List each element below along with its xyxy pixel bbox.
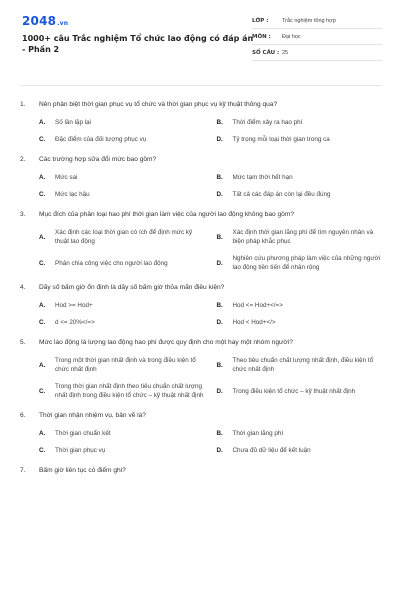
option-text: Thời điểm xảy ra hao phí bbox=[232, 119, 303, 126]
option-letter: B. bbox=[216, 430, 223, 437]
question-text: Mục đích của phân loại hao phí thời gian làm việc của người lao động không bao gồm? bbox=[39, 211, 294, 218]
question-text: Thời gian nhận nhiệm vụ, bản vẽ là? bbox=[39, 412, 146, 419]
meta-row-subject bbox=[252, 29, 382, 45]
option-text: Số lần lặp lại bbox=[55, 119, 92, 126]
option-letter: A. bbox=[39, 174, 46, 181]
option-d[interactable] bbox=[217, 190, 383, 199]
option-letter: A. bbox=[39, 233, 46, 241]
question-stem bbox=[20, 100, 382, 109]
option-a[interactable] bbox=[39, 301, 205, 310]
option-letter: A. bbox=[39, 302, 46, 309]
question-3 bbox=[20, 210, 382, 272]
meta-label: MÔN : bbox=[252, 33, 271, 40]
question-stem bbox=[20, 466, 382, 475]
option-letter: D. bbox=[216, 447, 223, 454]
option-a[interactable] bbox=[39, 118, 205, 127]
option-letter: A. bbox=[39, 430, 46, 437]
option-c[interactable] bbox=[39, 446, 205, 455]
question-stem bbox=[20, 155, 382, 164]
option-d[interactable] bbox=[217, 318, 383, 327]
option-b[interactable] bbox=[217, 429, 383, 438]
option-c[interactable] bbox=[39, 190, 205, 199]
option-text: Thời gian phục vụ bbox=[55, 447, 106, 454]
option-letter: B. bbox=[216, 361, 223, 369]
option-b[interactable] bbox=[217, 301, 383, 310]
question-7 bbox=[20, 466, 382, 475]
option-d[interactable] bbox=[217, 254, 383, 272]
option-text: Đặc điểm của đối tượng phục vụ bbox=[55, 136, 147, 143]
option-c[interactable] bbox=[39, 135, 205, 144]
option-letter: A. bbox=[39, 119, 46, 126]
question-4 bbox=[20, 283, 382, 327]
option-text: Phân chia công việc cho người lao động bbox=[55, 259, 168, 267]
option-a[interactable] bbox=[39, 356, 205, 374]
option-letter: D. bbox=[216, 136, 223, 143]
option-letter: C. bbox=[39, 191, 46, 198]
document-title: 1000+ câu Trắc nghiệm Tổ chức lao động có đáp án - Phần 2 bbox=[22, 34, 254, 54]
option-letter: C. bbox=[39, 387, 46, 395]
question-stem bbox=[20, 210, 382, 219]
question-number: 2. bbox=[20, 156, 26, 163]
option-grid bbox=[20, 356, 382, 400]
option-text: Chưa đủ dữ liệu để kết luận bbox=[232, 447, 311, 454]
option-text: Hod >= Hod+ bbox=[55, 302, 93, 309]
option-b[interactable] bbox=[217, 356, 383, 374]
option-c[interactable] bbox=[39, 318, 205, 327]
meta-label: LỚP : bbox=[252, 17, 269, 24]
option-letter: D. bbox=[216, 319, 223, 326]
option-a[interactable] bbox=[39, 429, 205, 438]
question-number: 6. bbox=[20, 412, 26, 419]
question-text: Bấm giờ liên tục có điểm ghi? bbox=[39, 467, 126, 474]
question-number: 4. bbox=[20, 284, 26, 291]
question-text: Mức lao động là lượng lao động hao phí được quy định cho một hay một nhóm người? bbox=[39, 339, 293, 346]
option-text: d <= 20%</=> bbox=[55, 319, 95, 326]
question-stem bbox=[20, 411, 382, 420]
option-b[interactable] bbox=[217, 118, 383, 127]
question-1 bbox=[20, 100, 382, 144]
option-letter: C. bbox=[39, 319, 46, 326]
option-grid bbox=[20, 429, 382, 455]
question-stem bbox=[20, 338, 382, 347]
option-letter: A. bbox=[39, 361, 46, 369]
option-letter: B. bbox=[216, 119, 223, 126]
option-text: Trong một thời gian nhất định và trong điều kiện tổ chức nhất định bbox=[55, 357, 196, 373]
logo-tld: .vn bbox=[57, 20, 69, 27]
option-grid bbox=[20, 301, 382, 327]
option-text: Nghiên cứu phương pháp làm việc của những người lao động tiên tiến để nhân rộng bbox=[232, 255, 381, 271]
option-letter: C. bbox=[39, 259, 46, 267]
option-text: Tất cả các đáp án còn lại đều đúng bbox=[232, 191, 331, 198]
option-letter: B. bbox=[216, 302, 223, 309]
option-letter: D. bbox=[216, 191, 223, 198]
question-number: 7. bbox=[20, 467, 26, 474]
option-a[interactable] bbox=[39, 228, 205, 246]
option-grid bbox=[20, 228, 382, 272]
option-a[interactable] bbox=[39, 173, 205, 182]
header-divider bbox=[20, 85, 382, 86]
meta-value: 25 bbox=[282, 49, 289, 56]
option-text: Mức sai bbox=[55, 174, 78, 181]
option-text: Trong thời gian nhất định theo tiêu chuẩn chất lượng nhất định trong điều kiện tổ chức – kỹ thuật nhất định bbox=[55, 383, 204, 399]
question-list bbox=[20, 100, 382, 486]
meta-row-class bbox=[252, 13, 382, 29]
meta-value: Đại học bbox=[282, 33, 301, 40]
meta-value: Trắc nghiệm tổng hợp bbox=[282, 17, 336, 24]
meta-table bbox=[252, 13, 382, 61]
question-6 bbox=[20, 411, 382, 455]
question-number: 1. bbox=[20, 101, 26, 108]
document-header bbox=[0, 0, 400, 80]
option-d[interactable] bbox=[217, 135, 383, 144]
option-text: Mức tạm thời hết hạn bbox=[232, 174, 293, 181]
option-letter: B. bbox=[216, 174, 223, 181]
question-5 bbox=[20, 338, 382, 400]
question-number: 5. bbox=[20, 339, 26, 346]
logo-main: 2048 bbox=[22, 14, 57, 28]
option-letter: C. bbox=[39, 447, 46, 454]
option-text: Trong điều kiện tổ chức – kỹ thuật nhất định bbox=[232, 387, 356, 395]
question-number: 3. bbox=[20, 211, 26, 218]
question-text: Dãy số bấm giờ ổn định là dãy số bấm giờ thỏa mãn điều kiện? bbox=[39, 284, 225, 291]
option-grid bbox=[20, 173, 382, 199]
question-2 bbox=[20, 155, 382, 199]
option-d[interactable] bbox=[217, 382, 383, 400]
option-letter: D. bbox=[216, 259, 223, 267]
option-letter: D. bbox=[216, 387, 223, 395]
option-d[interactable] bbox=[217, 446, 383, 455]
option-grid bbox=[20, 118, 382, 144]
option-text: Theo tiêu chuẩn chất lượng nhất định, điều kiện tổ chức nhất định bbox=[232, 357, 374, 373]
option-letter: C. bbox=[39, 136, 46, 143]
option-c[interactable] bbox=[39, 254, 205, 272]
meta-label: SỐ CÂU : bbox=[252, 49, 280, 56]
question-text: Nên phân biệt thời gian phục vụ tổ chức và thời gian phục vụ kỹ thuật thông qua? bbox=[39, 101, 278, 108]
option-c[interactable] bbox=[39, 382, 205, 400]
option-text: Mức lạc hậu bbox=[55, 191, 90, 198]
option-text: Thời gian lãng phí bbox=[232, 430, 284, 437]
option-letter: B. bbox=[216, 233, 223, 241]
site-logo[interactable] bbox=[22, 14, 68, 28]
option-text: Hod < Hod+</> bbox=[232, 319, 276, 326]
option-text: Thời gian chuẩn kết bbox=[55, 430, 111, 437]
option-text: Tỷ trọng mỗi loại thời gian trong ca bbox=[232, 136, 330, 143]
option-b[interactable] bbox=[217, 228, 383, 246]
option-text: Xác định các loại thời gian có ích để định mức kỹ thuật lao động bbox=[55, 229, 193, 245]
option-text: Xác định thời gian lãng phí để tìm nguyên nhân và biện pháp khắc phục bbox=[232, 229, 374, 245]
option-text: Hod <= Hod+</=> bbox=[232, 302, 283, 309]
meta-row-count bbox=[252, 45, 382, 61]
option-b[interactable] bbox=[217, 173, 383, 182]
question-stem bbox=[20, 283, 382, 292]
question-text: Các trường hợp sửa đổi mức bao gồm? bbox=[39, 156, 157, 163]
